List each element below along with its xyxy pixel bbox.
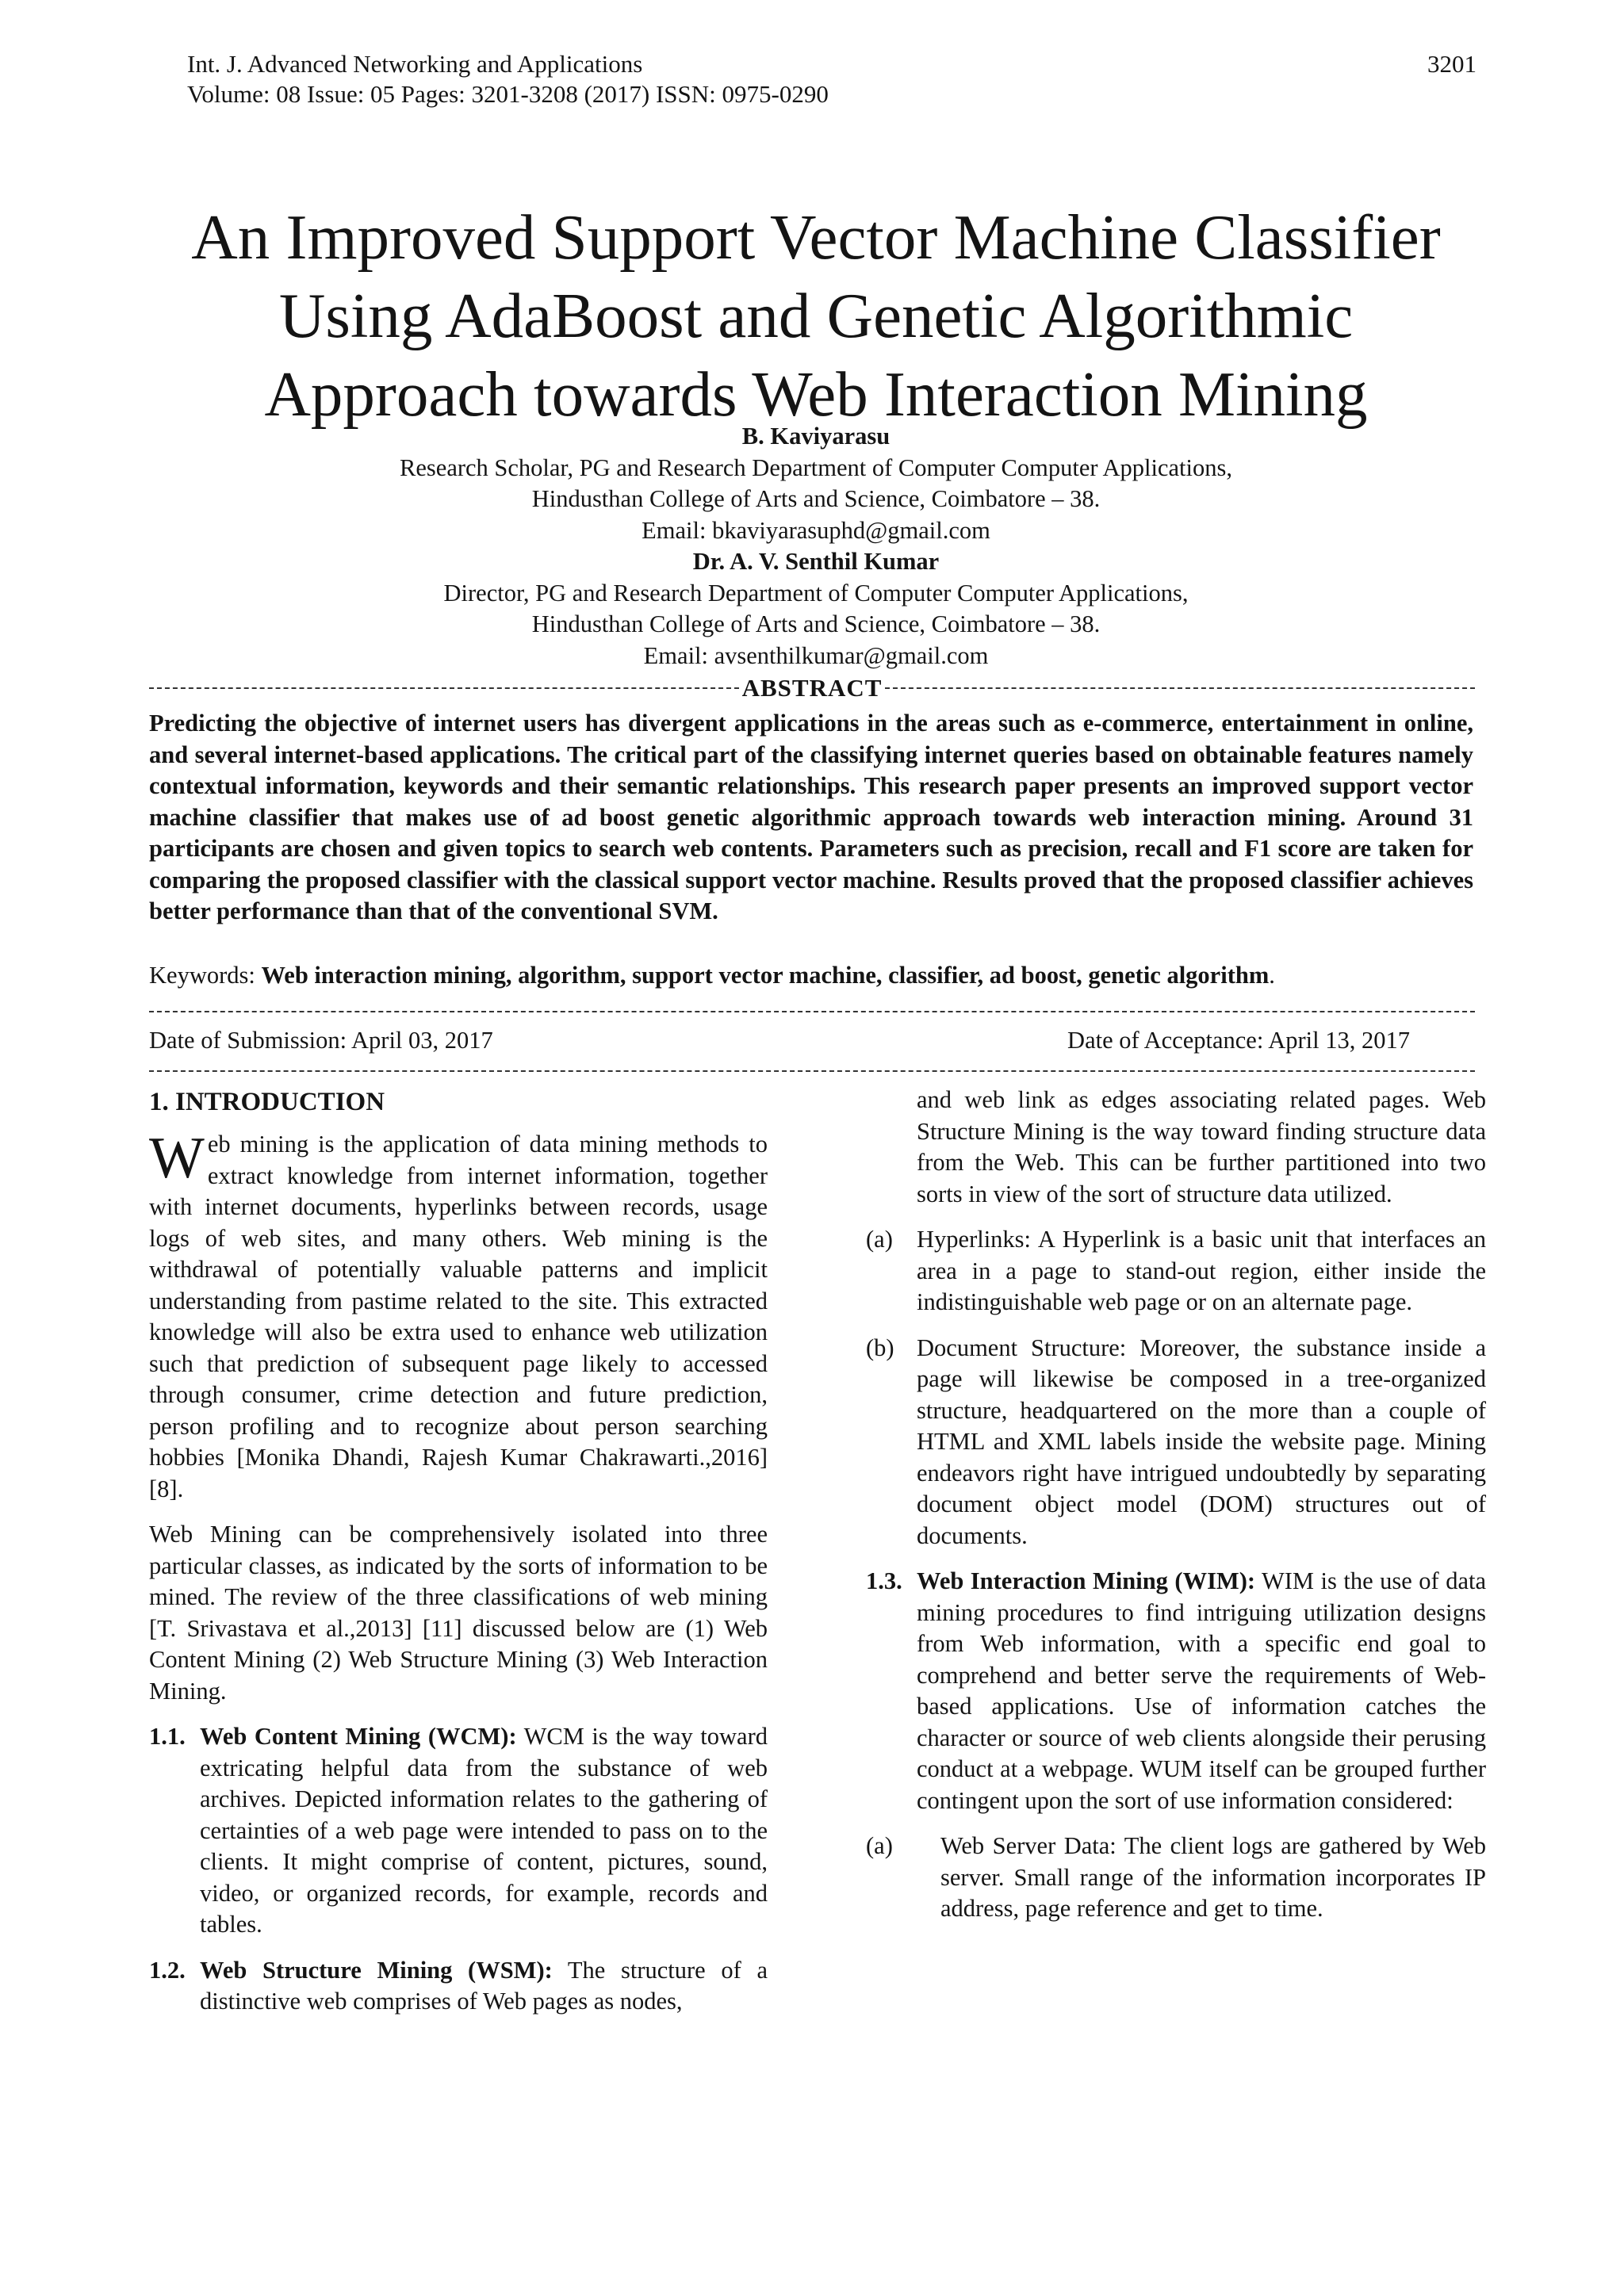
keywords-label: Keywords: (149, 962, 262, 989)
subsection-number: 1.3. (866, 1567, 902, 1594)
dashed-rule (149, 1070, 1475, 1072)
journal-name: Int. J. Advanced Networking and Applications (187, 50, 643, 78)
dates-line (149, 1024, 1410, 1056)
subsection-body (917, 1566, 1486, 1816)
subsection-title: Web Content Mining (WCM): (200, 1723, 517, 1750)
author-email: Email: bkaviyarasuphd@gmail.com (642, 516, 990, 544)
subsection-number: 1.2. (149, 1956, 186, 1984)
page-number: 3201 (1427, 50, 1477, 78)
list-item (866, 1224, 1486, 1318)
paper-title (95, 198, 1537, 434)
subsection-1-1 (149, 1721, 768, 1941)
subsection-text: WCM is the way toward extricating helpful data from the substance of web archives. Depicted information relates to the gathering of certainties of a web page were intended to pass on to the clients. It might comprise of content, pictures, sound, video, or organized records, for example, records and tables. (200, 1723, 768, 1938)
title-line: An Improved Support Vector Machine Classifier (191, 201, 1441, 273)
submission-date: Date of Submission: April 03, 2017 (149, 1027, 493, 1054)
list-item-label: (a) (866, 1832, 893, 1859)
list-item-text: Web Server Data: The client logs are gathered by Web server. Small range of the information incorporates IP address, page reference and get to time. (940, 1832, 1486, 1922)
list-item (866, 1831, 1486, 1925)
volume-info: Volume: 08 Issue: 05 Pages: 3201-3208 (2017) ISSN: 0975-0290 (187, 80, 829, 108)
abstract-text: Predicting the objective of internet users has divergent applications in the areas such as e-commerce, entertainment in online, and several internet-based applications. The critical part of the classifying internet queries based on obtainable features namely contextual information, keywords and their semantic relationships. This research paper presents an improved support vector machine classifier that makes use of ad boost genetic algorithmic approach towards web interaction mining. Around 31 participants are chosen and given topics to search web contents. Parameters such as precision, recall and F1 score are taken for comparing the proposed classifier with the classical support vector machine. Results proved that the proposed classifier achieves better performance than that of the conventional SVM. (149, 710, 1473, 924)
title-line: Using AdaBoost and Genetic Algorithmic (278, 280, 1354, 351)
title-line: Approach towards Web Interaction Mining (264, 358, 1368, 430)
author-name: B. Kaviyarasu (741, 423, 891, 450)
subsection-title: Web Structure Mining (WSM): (200, 1956, 553, 1984)
section-heading-introduction: 1. INTRODUCTION (149, 1088, 385, 1116)
author-block (151, 421, 1481, 672)
subsection-body (200, 1721, 768, 1941)
author-affiliation: Director, PG and Research Department of Computer Computer Applications, (443, 579, 1189, 607)
subsection-text: WIM is the use of data mining procedures to find intriguing utilization designs from Web information, with a specific end goal to comprehend and better serve the requirements of Web-based applications. Use of information catches the character or source of web clients alongside their perusing conduct at a webpage. WUM itself can be grouped further contingent upon the sort of use information considered: (917, 1567, 1486, 1814)
right-column (866, 1085, 1486, 1939)
running-header (187, 49, 829, 109)
subsection-continuation: and web link as edges associating related pages. Web Structure Mining is the way toward finding structure data from the Web. This can be further partitioned into two sorts in view of the sort of structure data utilized. (917, 1086, 1486, 1207)
list-item-label: (a) (866, 1226, 893, 1253)
subsection-title: Web Interaction Mining (WIM): (917, 1567, 1256, 1594)
intro-paragraph-text: eb mining is the application of data mining methods to extract knowledge from internet information, together with internet documents, hyperlinks between records, usage logs of web sites, and many others. Web mining is the withdrawal of potentially valuable patterns and implicit understanding from pastime related to the site. This extracted knowledge will also be extra used to enhance web utilization such that prediction of subsequent page likely to accessed through consumer, crime detection and future prediction, person profiling and to recognize about person searching hobbies [Monika Dhandi, Rajesh Kumar Chakrawarti.,2016] [8]. (149, 1131, 768, 1502)
dashed-rule (149, 687, 739, 689)
list-item-text: Document Structure: Moreover, the substance inside a page will likewise be composed in a tree-organized structure, headquartered on the more than a couple of HTML and XML labels inside the website page. Mining endeavors right have intrigued undoubtedly by separating document object model (DOM) structures out of documents. (917, 1334, 1486, 1549)
intro-paragraph: Web Mining can be comprehensively isolated into three particular classes, as indicated by the sorts of information to be mined. The review of the three classifications of web mining [T. Srivastava et al.,2013] [11] discussed below are (1) Web Content Mining (2) Web Structure Mining (3) Web Interaction Mining. (149, 1521, 768, 1705)
subsection-1-3 (866, 1566, 1486, 1816)
keywords-line (149, 960, 1475, 992)
list-item-text: Hyperlinks: A Hyperlink is a basic unit that interfaces an area in a page to stand-out region, either inside the indistinguishable web page or on an alternate page. (917, 1226, 1486, 1315)
left-column (149, 1085, 768, 2032)
dashed-rule (885, 687, 1475, 689)
drop-cap: W (149, 1126, 205, 1191)
author-email: Email: avsenthilkumar@gmail.com (643, 641, 989, 669)
author-affiliation: Hindusthan College of Arts and Science, Coimbatore – 38. (531, 610, 1101, 637)
list-item-label: (b) (866, 1334, 894, 1361)
subsection-number: 1.1. (149, 1723, 186, 1750)
keywords-text: Web interaction mining, algorithm, support vector machine, classifier, ad boost, genetic algorithm (261, 962, 1270, 989)
author-affiliation: Research Scholar, PG and Research Department of Computer Computer Applications, (400, 453, 1232, 481)
intro-paragraph (149, 1126, 768, 1505)
acceptance-date: Date of Acceptance: April 13, 2017 (1067, 1027, 1410, 1054)
subsection-text: The structure of a distinctive web comprises of Web pages as nodes, (200, 1956, 768, 2015)
subsection-1-2 (149, 1955, 768, 2018)
dashed-rule (149, 1011, 1475, 1012)
abstract-divider (149, 672, 1475, 704)
abstract-heading: ABSTRACT (741, 674, 883, 702)
author-name: Dr. A. V. Senthil Kumar (692, 548, 940, 575)
list-item (866, 1333, 1486, 1552)
author-affiliation: Hindusthan College of Arts and Science, Coimbatore – 38. (531, 485, 1101, 512)
keywords-end: . (1269, 962, 1275, 989)
subsection-body (200, 1955, 768, 2018)
